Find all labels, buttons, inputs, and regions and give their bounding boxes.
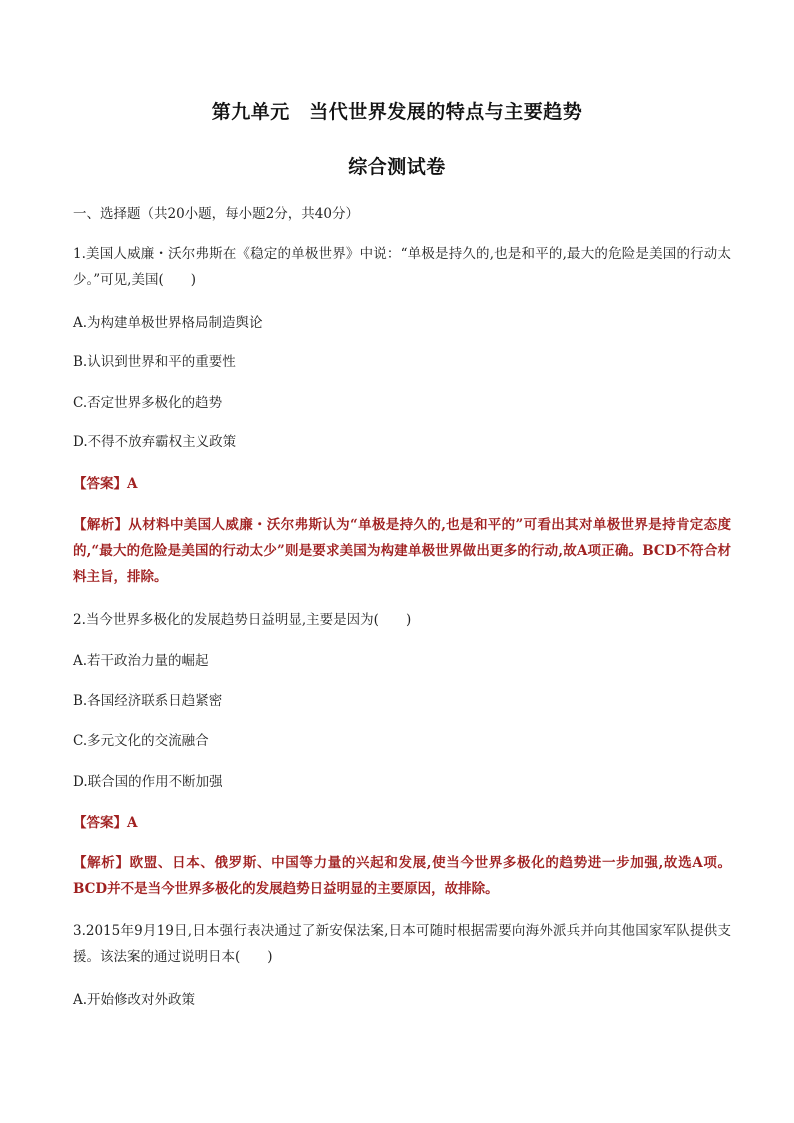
analysis-text: 欧盟、日本、俄罗斯、中国等力量的兴起和发展,使当今世界多极化的趋势进一步加强,故选A项。BCD并不是当今世界多极化的发展趋势日益明显的主要原因，故排除。	[73, 855, 732, 897]
question-1-option-a: A.为构建单极世界格局制造舆论	[73, 315, 263, 331]
question-2-analysis	[73, 850, 731, 902]
analysis-label: 【解析】	[73, 517, 129, 533]
question-2-option-b: B.各国经济联系日趋紧密	[73, 693, 223, 709]
question-2-answer	[73, 810, 733, 836]
question-2-option-a: A.若干政治力量的崛起	[73, 653, 209, 669]
answer-value: A	[127, 815, 138, 831]
question-1-stem: 1.美国人威廉・沃尔弗斯在《稳定的单极世界》中说：“单极是持久的,也是和平的,最大的危险是美国的行动太少。”可见,美国( )	[73, 246, 731, 288]
section-heading: 一、选择题（共20小题，每小题2分，共40分）	[73, 206, 359, 222]
question-1-option-b: B.认识到世界和平的重要性	[73, 354, 236, 370]
question-1-answer	[73, 471, 733, 497]
answer-label: 【答案】	[73, 476, 127, 492]
answer-label: 【答案】	[73, 815, 127, 831]
answer-value: A	[127, 476, 138, 492]
analysis-text: 从材料中美国人威廉・沃尔弗斯认为“单极是持久的,也是和平的”可看出其对单极世界是持肯定态度的,“最大的危险是美国的行动太少”则是要求美国为构建单极世界做出更多的行动,故A项正确。BCD不符合材料主旨，排除。	[73, 517, 732, 585]
question-1-analysis	[73, 512, 731, 590]
analysis-label: 【解析】	[73, 855, 130, 871]
question-2-option-d: D.联合国的作用不断加强	[73, 774, 223, 790]
page-subtitle: 综合测试卷	[348, 156, 446, 178]
question-3-option-a: A.开始修改对外政策	[73, 992, 196, 1008]
question-1-option-d: D.不得不放弃霸权主义政策	[73, 434, 237, 450]
question-2-stem: 2.当今世界多极化的发展趋势日益明显,主要是因为( )	[73, 612, 412, 628]
page-title: 第九单元 当代世界发展的特点与主要趋势	[211, 101, 583, 123]
question-1-option-c: C.否定世界多极化的趋势	[73, 395, 223, 411]
question-2-option-c: C.多元文化的交流融合	[73, 733, 209, 749]
question-3-stem: 3.2015年9月19日,日本强行表决通过了新安保法案,日本可随时根据需要向海外派兵并向其他国家军队提供支援。该法案的通过说明日本( )	[73, 923, 731, 965]
